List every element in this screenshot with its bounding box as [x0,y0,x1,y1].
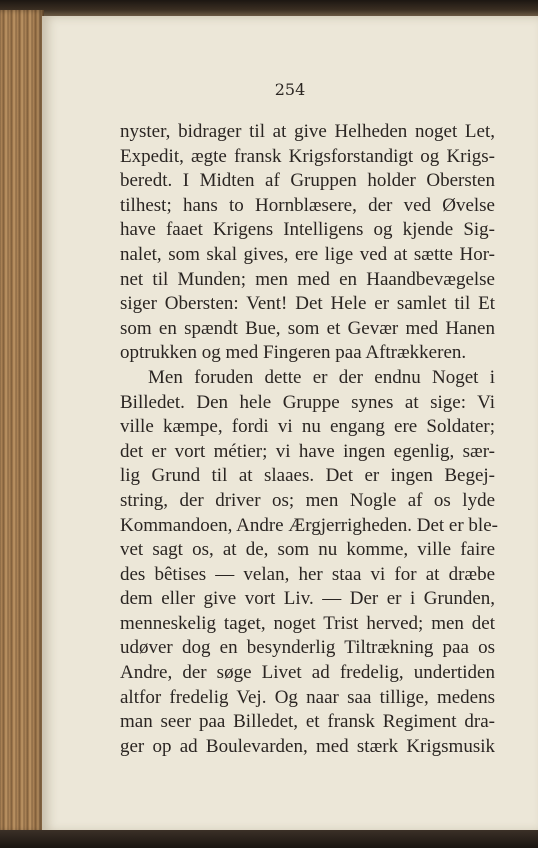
text-line: Andre, der søge Livet ad fredelig, undertiden [120,662,495,684]
text-line: net til Munden; men med en Haandbevægelse [120,268,495,290]
text-line: dem eller give vort Liv. — Der er i Grunden, [120,588,495,610]
text-line: vet sagt os, at de, som nu komme, ville faire [120,539,495,561]
text-line: nalet, som skal gives, ere lige ved at sætte Hor- [120,243,495,265]
top-page-edge [0,0,538,16]
body-text [120,120,498,759]
text-line: ger op ad Boulevarden, med stærk Krigsmusik [120,735,495,757]
text-line: altfor fredelig Vej. Og naar saa tillige, medens [120,686,495,708]
text-line: menneskelig taget, noget Trist herved; men det [120,612,495,634]
text-line: have faaet Krigens Intelligens og kjende Sig- [120,219,495,241]
text-line: det er vort métier; vi have ingen egenlig, sær- [120,440,495,462]
text-line: Men foruden dette er der endnu Noget i [148,366,495,388]
text-line: ville kæmpe, fordi vi nu engang ere Soldater; [120,416,495,438]
text-line: optrukken og med Fingeren paa Aftrækkeren. [120,342,467,364]
text-line: string, der driver os; men Nogle af os lyde [120,489,495,511]
text-line: Kommandoen, Andre Ærgjerrigheden. Det er ble- [120,514,498,536]
text-line: udøver dog en besynderlig Tiltrækning paa os [120,637,495,659]
text-line: som en spændt Bue, som et Gevær med Hanen [120,317,495,339]
text-line: lig Grund til at slaaes. Det er ingen Begej- [120,465,495,487]
bottom-page-edge [0,830,538,848]
text-line: des bêtises — velan, her staa vi for at dræbe [120,563,495,585]
text-line: man seer paa Billedet, et fransk Regiment dra- [120,711,495,733]
text-line: Expedit, ægte fransk Krigsforstandigt og Krigs- [120,145,495,167]
book-page [42,16,538,832]
text-line: siger Obersten: Vent! Det Hele er samlet til Et [120,293,495,315]
page-number: 254 [274,80,306,99]
text-line: Billedet. Den hele Gruppe synes at sige: Vi [120,391,495,413]
book-page-edges [0,10,44,832]
text-line: nyster, bidrager til at give Helheden noget Let, [120,121,495,142]
text-line: tilhest; hans to Hornblæsere, der ved Øvelse [120,194,495,216]
text-line: beredt. I Midten af Gruppen holder Obersten [120,170,495,192]
